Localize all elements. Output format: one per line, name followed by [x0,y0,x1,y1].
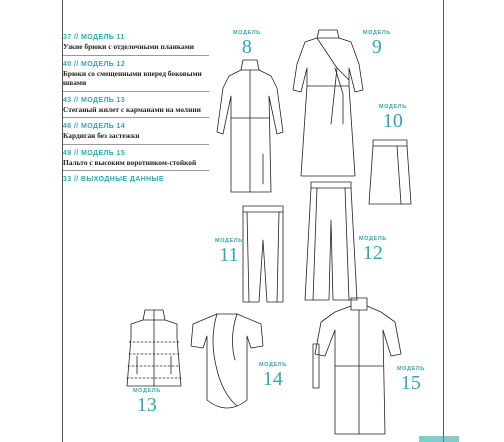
toc-entry-head [63,122,209,131]
toc-entry[interactable] [63,32,209,56]
toc-entry-head [63,96,209,105]
model-10-label [379,104,407,131]
footer-mark [419,436,459,442]
toc-entry-head [63,33,209,42]
toc-entry[interactable] [63,95,209,119]
toc-entry[interactable] [63,121,209,145]
model-11-sketch[interactable] [239,204,287,304]
model-number: 13 [136,394,157,416]
toc-separator: // [73,176,79,183]
model-14-sketch[interactable] [189,310,265,416]
model-number: 12 [362,242,383,264]
toc-model-name: МОДЕЛЬ 13 [81,96,126,104]
toc-separator: // [73,123,79,130]
model-15-label [397,366,425,393]
toc-entry-title: Стеганый жилет с карманами на молнии [63,104,201,114]
model-number: 11 [219,244,239,266]
model-label: МОДЕЛЬ [363,30,391,36]
toc-separator: // [73,149,79,157]
toc-entry[interactable] [63,174,209,187]
toc-model-name: МОДЕЛЬ 11 [81,34,125,41]
model-13-label [133,388,161,415]
model-12-label [359,236,387,263]
toc-entry-title: Брюки со смещенными вперед боковыми швами [63,68,202,87]
toc-page-number: 37 [63,34,72,41]
toc-model-name: МОДЕЛЬ 15 [81,149,126,157]
toc-separator: // [73,60,79,68]
model-label: МОДЕЛЬ [379,104,407,110]
toc-page-number: 46 [63,123,72,130]
toc-page-number: 43 [63,96,72,104]
catalog-page [62,0,444,442]
model-label: МОДЕЛЬ [259,362,287,368]
toc-separator: // [73,34,79,41]
table-of-contents [63,32,209,190]
toc-entry[interactable] [63,59,209,92]
model-8-label [233,30,261,57]
model-label: МОДЕЛЬ [397,366,425,372]
model-13-sketch[interactable] [123,308,185,388]
model-label: МОДЕЛЬ [233,30,261,36]
model-8-sketch[interactable] [215,58,285,194]
toc-entry-head [63,60,209,69]
model-15-sketch[interactable] [311,296,401,436]
model-number: 10 [382,110,403,132]
model-number: 15 [400,372,421,394]
model-label: МОДЕЛЬ [133,388,161,394]
toc-entry-title: Кардиган без застежки [63,131,140,140]
toc-page-number: 49 [63,149,72,157]
toc-model-name: МОДЕЛЬ 14 [81,123,126,130]
toc-entry-title: Узкие брюки с отделочными планками [63,42,195,51]
model-9-label [363,30,391,57]
toc-entry-head [63,149,209,158]
model-label: МОДЕЛЬ [359,236,387,242]
toc-model-name: МОДЕЛЬ 12 [81,60,126,68]
toc-entry[interactable] [63,148,209,172]
toc-model-name: ВЫХОДНЫЕ ДАННЫЕ [81,176,164,183]
toc-entry-head [63,175,209,184]
model-number: 14 [262,368,283,390]
model-9-sketch[interactable] [291,28,365,178]
model-10-sketch[interactable] [367,138,413,208]
toc-page-number: 40 [63,60,72,68]
model-12-sketch[interactable] [303,180,359,302]
toc-page-number: 33 [63,176,72,183]
toc-separator: // [73,96,79,104]
model-number: 9 [371,36,382,58]
model-number: 8 [241,36,252,58]
model-label: МОДЕЛЬ [215,238,243,244]
toc-entry-title: Пальто с высоким воротником-стойкой [63,157,197,167]
